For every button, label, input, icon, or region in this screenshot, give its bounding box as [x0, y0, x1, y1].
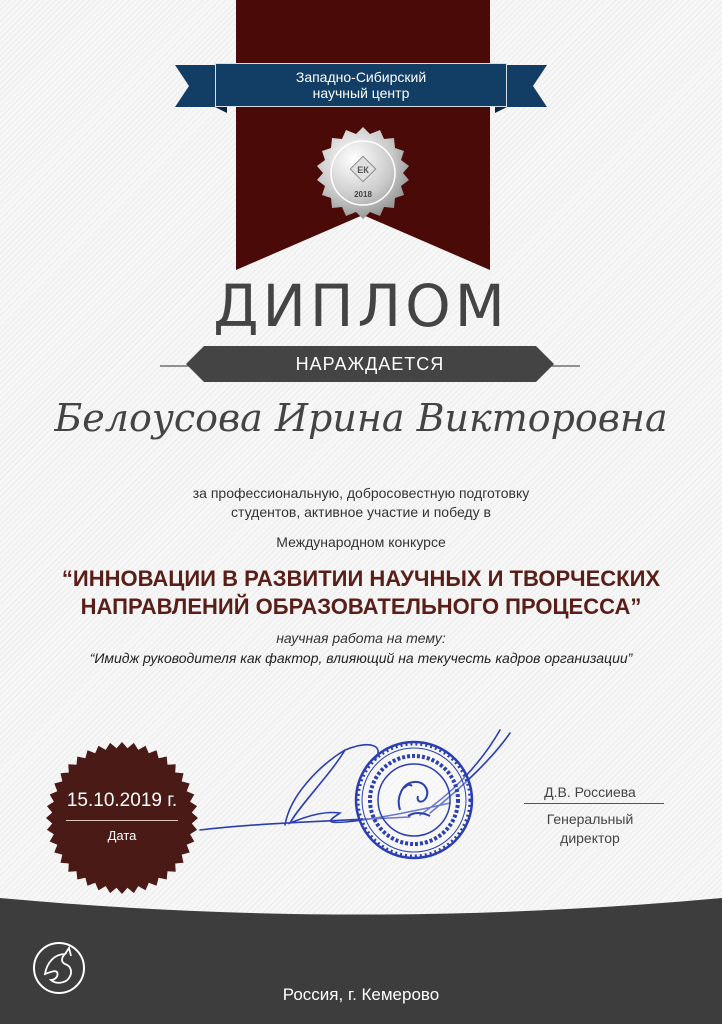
diploma-title: ДИПЛОМ	[213, 272, 509, 340]
date-label: Дата	[107, 828, 137, 843]
date-divider	[66, 820, 178, 821]
footer-band	[0, 898, 722, 1024]
contest-label: Международном конкурсе	[276, 534, 446, 550]
topic-label: научная работа на тему:	[276, 630, 446, 646]
award-label: НАРАЖДАЕТСЯ	[295, 353, 445, 374]
director-title-line1: Генеральный	[546, 811, 634, 827]
official-stamp-icon	[352, 738, 476, 862]
contest-title-line2: НАПРАВЛЕНИЙ ОБРАЗОВАТЕЛЬНОГО ПРОЦЕССА”	[80, 594, 642, 619]
topic: “Имидж руководителя как фактор, влияющий на текучесть кадров организации”	[89, 650, 633, 666]
organization-banner	[175, 57, 547, 115]
contest-title-line1: “ИННОВАЦИИ В РАЗВИТИИ НАУЧНЫХ И ТВОРЧЕСКИХ	[61, 566, 661, 591]
director-title	[520, 810, 660, 848]
seal-year: 2018	[354, 190, 372, 199]
recipient-name: Белоусова Ирина Викторовна	[54, 396, 668, 440]
organization-name-line2: научный центр	[312, 85, 410, 101]
director-signature-line	[524, 803, 664, 804]
director-name: Д.В. Россиева	[544, 784, 636, 800]
award-banner	[160, 346, 580, 384]
svg-text:ЕК: ЕК	[357, 165, 369, 175]
organization-name-line1: Западно-Сибирский	[295, 69, 427, 85]
description-line1: за профессиональную, добросовестную подготовку	[192, 485, 530, 501]
description-line2: студентов, активное участие и победу в	[231, 504, 491, 520]
contest-title	[0, 565, 722, 621]
date-seal-icon	[46, 742, 198, 894]
director-title-line2: директор	[560, 830, 620, 846]
footer-location: Россия, г. Кемерово	[282, 985, 440, 1004]
quality-seal-icon	[317, 127, 409, 219]
description	[0, 484, 722, 522]
date-value: 15.10.2019 г.	[66, 790, 178, 811]
